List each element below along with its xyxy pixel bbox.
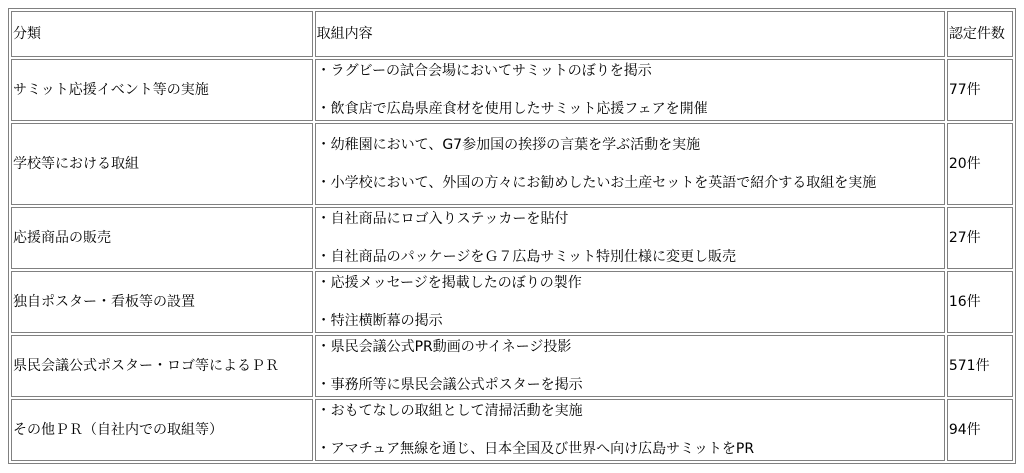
row-category: その他ＰＲ（自社内での取組等） <box>11 399 313 461</box>
row-count: 94件 <box>947 399 1013 461</box>
row-category: サミット応援イベント等の実施 <box>11 59 313 121</box>
table-row <box>11 399 1013 461</box>
row-count: 571件 <box>947 335 1013 397</box>
content-item: ・事務所等に県民会議公式ポスターを掲示 <box>316 376 583 393</box>
row-count: 27件 <box>947 207 1013 269</box>
content-item: ・幼稚園において、G7参加国の挨拶の言葉を学ぶ活動を実施 <box>316 136 701 153</box>
certification-table <box>8 8 1016 464</box>
row-content <box>315 59 945 121</box>
content-item: ・特注横断幕の掲示 <box>316 312 443 329</box>
table-header-row <box>11 11 1013 57</box>
content-item: ・自社商品のパッケージをＧ７広島サミット特別仕様に変更し販売 <box>316 248 737 265</box>
content-item: ・おもてなしの取組として清掃活動を実施 <box>316 402 583 419</box>
row-content <box>315 271 945 333</box>
row-count: 20件 <box>947 123 1013 205</box>
content-item: ・応援メッセージを掲載したのぼりの製作 <box>316 274 582 291</box>
row-count: 77件 <box>947 59 1013 121</box>
content-item: ・自社商品にロゴ入りステッカーを貼付 <box>316 210 569 227</box>
table-row <box>11 207 1013 269</box>
content-item: ・県民会議公式PR動画のサイネージ投影 <box>316 338 572 355</box>
table-row <box>11 59 1013 121</box>
table-row <box>11 123 1013 205</box>
row-category: 独自ポスター・看板等の設置 <box>11 271 313 333</box>
row-content <box>315 335 945 397</box>
header-content: 取組内容 <box>315 11 945 57</box>
content-item: ・飲食店で広島県産食材を使用したサミット応援フェアを開催 <box>316 100 708 117</box>
table-row <box>11 271 1013 333</box>
row-content <box>315 207 945 269</box>
content-item: ・小学校において、外国の方々にお勧めしたいお土産セットを英語で紹介する取組を実施 <box>316 174 877 191</box>
row-content <box>315 399 945 461</box>
content-item: ・ラグビーの試合会場においてサミットのぼりを掲示 <box>316 62 652 79</box>
header-category: 分類 <box>11 11 313 57</box>
table-row <box>11 335 1013 397</box>
row-category: 応援商品の販売 <box>11 207 313 269</box>
content-item: ・アマチュア無線を通じ、日本全国及び世界へ向け広島サミットをPR <box>316 440 755 457</box>
header-count: 認定件数 <box>947 11 1013 57</box>
row-count: 16件 <box>947 271 1013 333</box>
row-category: 県民会議公式ポスター・ロゴ等によるＰＲ <box>11 335 313 397</box>
row-category: 学校等における取組 <box>11 123 313 205</box>
row-content <box>315 123 945 205</box>
